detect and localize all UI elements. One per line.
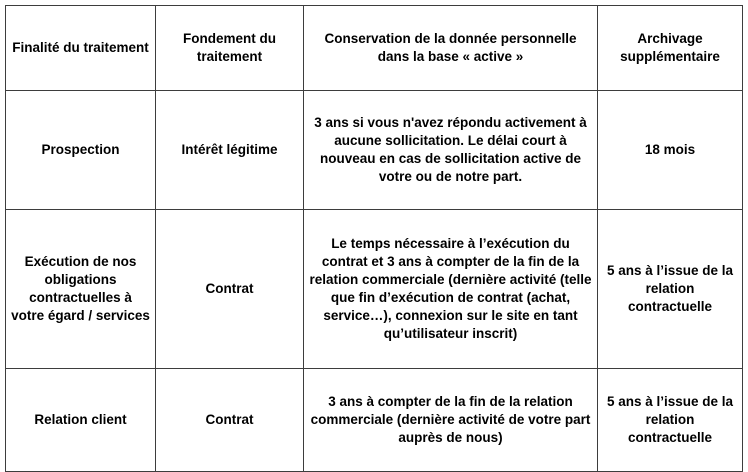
cell-additional-archival: 5 ans à l’issue de la relation contractuelle [598,369,743,472]
cell-purpose: Relation client [6,369,156,472]
table-header-row [6,6,743,91]
cell-legal-basis: Intérêt légitime [156,91,304,210]
cell-additional-archival: 5 ans à l’issue de la relation contractuelle [598,210,743,369]
cell-additional-archival: 18 mois [598,91,743,210]
column-header-active-retention: Conservation de la donnée personnelle dans la base « active » [304,6,598,91]
column-header-purpose: Finalité du traitement [6,6,156,91]
cell-legal-basis: Contrat [156,210,304,369]
cell-purpose: Exécution de nos obligations contractuelles à votre égard / services [6,210,156,369]
column-header-additional-archival: Archivage supplémentaire [598,6,743,91]
data-retention-table [5,5,743,472]
cell-active-retention: Le temps nécessaire à l’exécution du contrat et 3 ans à compter de la fin de la relation commerciale (dernière activité (telle que fin d’exécution de contrat (achat, service…), connexion sur le site en tant qu’utilisateur inscrit) [304,210,598,369]
table-row [6,210,743,369]
cell-active-retention: 3 ans à compter de la fin de la relation commerciale (dernière activité de votre part auprès de nous) [304,369,598,472]
cell-legal-basis: Contrat [156,369,304,472]
cell-active-retention: 3 ans si vous n'avez répondu activement à aucune sollicitation. Le délai court à nouveau en cas de sollicitation active de votre ou de notre part. [304,91,598,210]
table-row [6,91,743,210]
cell-purpose: Prospection [6,91,156,210]
table-row [6,369,743,472]
column-header-legal-basis: Fondement du traitement [156,6,304,91]
